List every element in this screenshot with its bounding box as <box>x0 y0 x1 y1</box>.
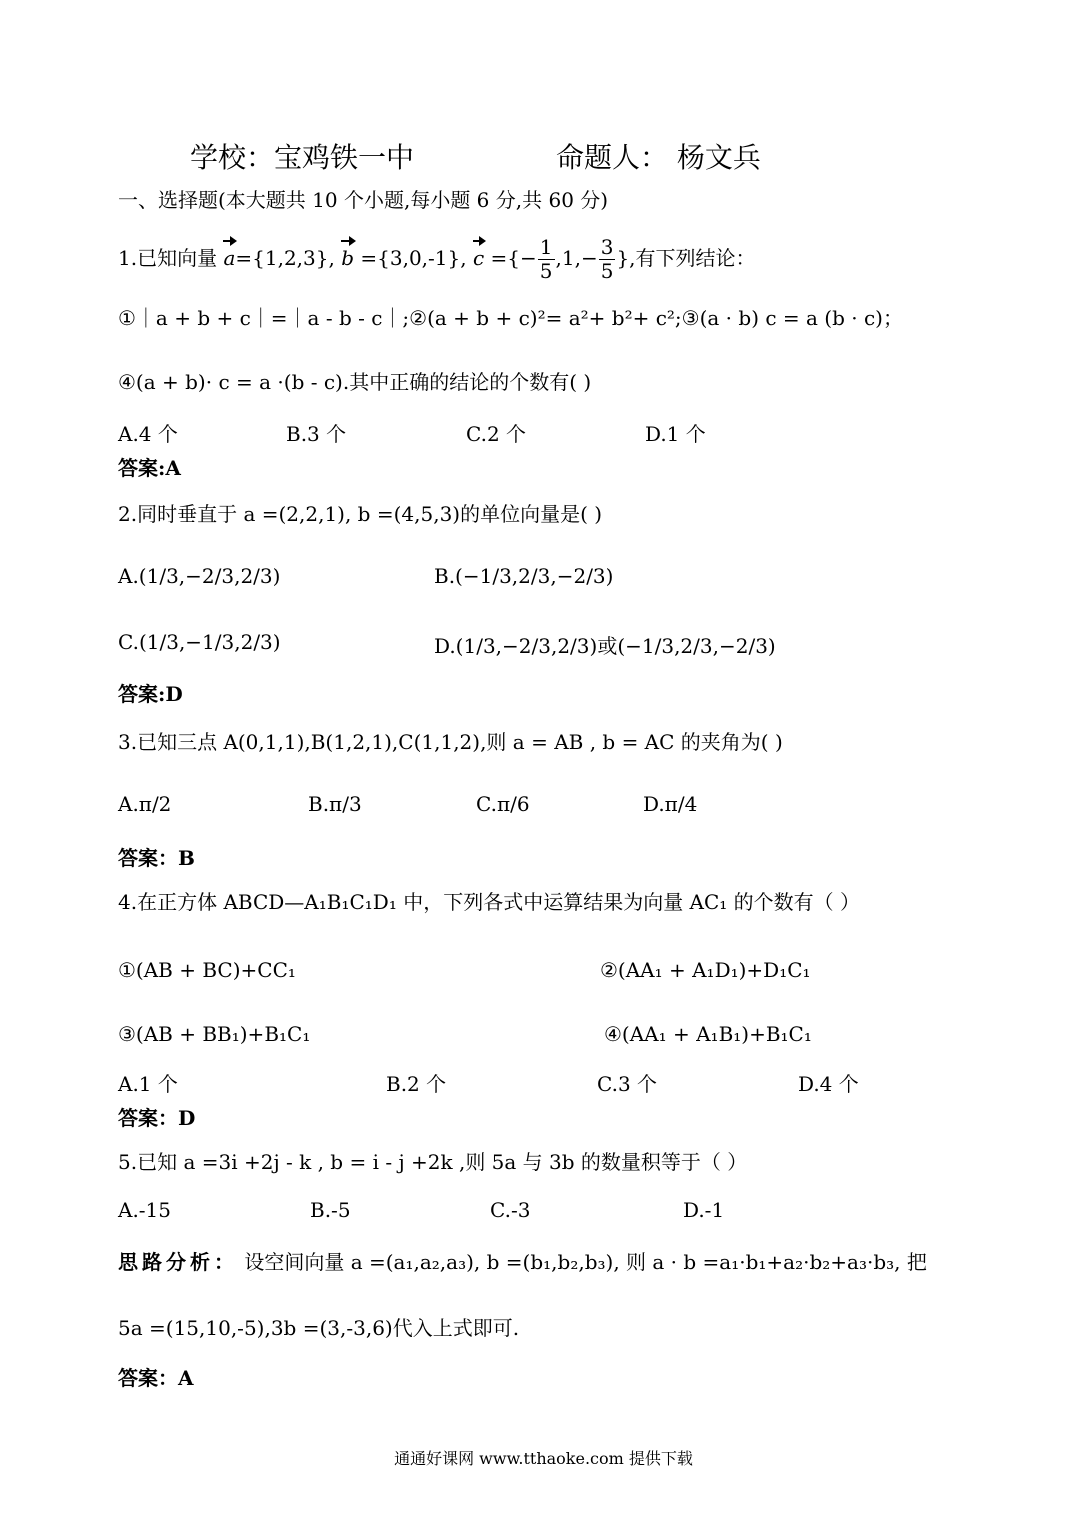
q3-option-d: D.π/4 <box>643 792 698 816</box>
q5-option-d: D.-1 <box>683 1198 725 1222</box>
fraction-den: 5 <box>539 259 553 283</box>
fraction-3-5 <box>599 236 616 283</box>
q1-stem <box>118 236 756 283</box>
q2-answer: 答案:D <box>118 682 183 706</box>
q1-c-mid: ,1,− <box>555 246 598 270</box>
q2-option-a: A.(1/3,−2/3,2/3) <box>118 564 281 588</box>
q5-analysis-line-1 <box>118 1252 927 1272</box>
fraction-den: 5 <box>600 259 614 283</box>
q4-item-2: ②(AA₁ + A₁D₁)+D₁C₁ <box>600 958 811 982</box>
q5-option-c: C.-3 <box>490 1198 531 1222</box>
q5-option-a: A.-15 <box>118 1198 172 1222</box>
q4-stem: 4.在正方体 ABCD—A₁B₁C₁D₁ 中，下列各式中运算结果为向量 AC₁ 的个数有（ ） <box>118 890 861 914</box>
q4-option-b: B.2 个 <box>386 1072 447 1096</box>
q4-option-a: A.1 个 <box>118 1072 178 1096</box>
q1-c-post: },有下列结论： <box>616 246 756 270</box>
q5-stem: 5.已知 a =3i +2j - k , b = i - j +2k ,则 5a 与 3b 的数量积等于（ ） <box>118 1150 748 1174</box>
q5-analysis-line-2: 5a =(15,10,-5),3b =(3,-3,6)代入上式即可. <box>118 1316 520 1340</box>
vector-a: a <box>223 246 236 270</box>
q1-prefix: 1.已知向量 <box>118 246 218 270</box>
q3-answer: 答案：B <box>118 846 195 870</box>
q2-option-c: C.(1/3,−1/3,2/3) <box>118 630 281 654</box>
q4-item-4: ④(AA₁ + A₁B₁)+B₁C₁ <box>604 1022 812 1046</box>
q3-stem: 3.已知三点 A(0,1,1),B(1,2,1),C(1,1,2),则 a = AB , b = AC 的夹角为( ) <box>118 730 783 754</box>
footer-watermark: 通通好课网 www.tthaoke.com 提供下载 <box>394 1449 693 1468</box>
author-label: 命题人： 杨文兵 <box>556 141 761 174</box>
vector-b: b <box>341 246 355 270</box>
q3-option-c: C.π/6 <box>476 792 530 816</box>
q1-option-a: A.4 个 <box>118 422 178 446</box>
q1-c-pre: ={− <box>490 246 537 270</box>
q5-answer: 答案：A <box>118 1366 194 1390</box>
q1-option-b: B.3 个 <box>286 422 347 446</box>
fraction-num: 1 <box>539 235 553 259</box>
q4-option-d: D.4 个 <box>798 1072 859 1096</box>
q1-a-value: ={1,2,3}, <box>235 246 335 270</box>
q2-option-d: D.(1/3,−2/3,2/3)或(−1/3,2/3,−2/3) <box>434 634 776 658</box>
q4-item-1: ①(AB + BC)+CC₁ <box>118 958 296 982</box>
fraction-num: 3 <box>600 235 614 259</box>
q4-answer: 答案：D <box>118 1106 196 1130</box>
q2-option-b: B.(−1/3,2/3,−2/3) <box>434 564 614 588</box>
q4-option-c: C.3 个 <box>597 1072 658 1096</box>
q1-b-value: ={3,0,-1}, <box>360 246 467 270</box>
q2-stem: 2.同时垂直于 a =(2,2,1), b =(4,5,3)的单位向量是( ) <box>118 502 603 526</box>
q1-conclusions-2: ④(a + b)· c = a ·(b - c).其中正确的结论的个数有( ) <box>118 370 592 394</box>
school-label: 学校：宝鸡铁一中 <box>190 141 415 174</box>
section-heading: 一、选择题(本大题共 10 个小题,每小题 6 分,共 60 分) <box>118 188 609 212</box>
vector-c: c <box>472 246 485 270</box>
fraction-1-5 <box>538 236 555 283</box>
q1-option-c: C.2 个 <box>466 422 527 446</box>
q1-conclusions-1: ①｜a + b + c｜=｜a - b - c｜;②(a + b + c)²= a²+ b²+ c²;③(a · b) c = a (b · c)； <box>118 306 903 330</box>
q5-option-b: B.-5 <box>310 1198 351 1222</box>
q1-answer: 答案:A <box>118 456 181 480</box>
analysis-text-1: 设空间向量 a =(a₁,a₂,a₃), b =(b₁,b₂,b₃), 则 a · b =a₁·b₁+a₂·b₂+a₃·b₃, 把 <box>244 1250 927 1274</box>
q4-item-3: ③(AB + BB₁)+B₁C₁ <box>118 1022 311 1046</box>
q3-option-b: B.π/3 <box>308 792 362 816</box>
q3-option-a: A.π/2 <box>118 792 172 816</box>
q1-option-d: D.1 个 <box>645 422 706 446</box>
analysis-label: 思路分析： <box>118 1250 238 1274</box>
